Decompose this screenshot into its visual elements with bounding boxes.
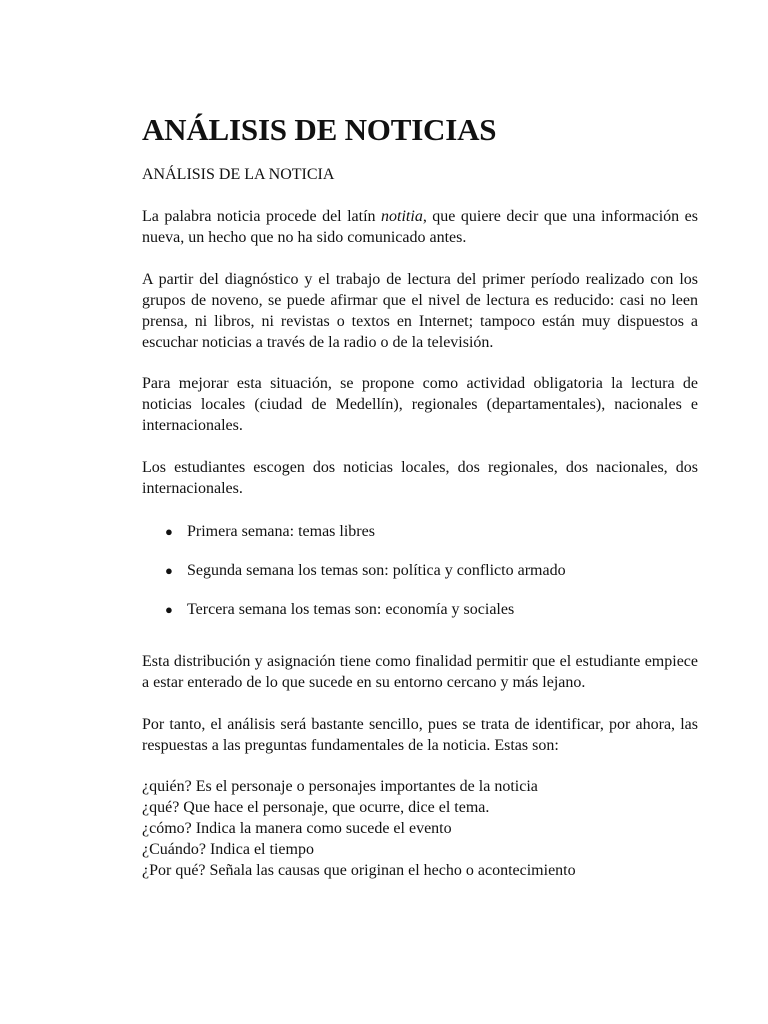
- document-title: ANÁLISIS DE NOTICIAS: [142, 112, 497, 147]
- list-item: [142, 599, 698, 621]
- question-what: ¿qué? Que hace el personaje, que ocurre, dice el tema.: [142, 799, 490, 816]
- weekly-topics-list: [142, 521, 698, 621]
- paragraph-proposal: Para mejorar esta situación, se propone como actividad obligatoria la lectura de noticias locales (ciudad de Medellín), regionales (departamentales), nacionales e internacionales.: [142, 375, 698, 434]
- list-item-text: Segunda semana los temas son: política y conflicto armado: [187, 562, 566, 579]
- paragraph-definition-end: , que quiere decir que una información es nueva, un hecho que no ha sido comunicado antes.: [142, 208, 699, 246]
- paragraph-definition: [142, 206, 698, 248]
- paragraph-diagnosis: A partir del diagnóstico y el trabajo de lectura del primer período realizado con los grupos de noveno, se puede afirmar que el nivel de lectura es reducido: casi no leen prensa, ni libros, ni revistas o textos en Internet; tampoco están muy dispuestos a escuchar noticias a través de la radio o de la televisión.: [142, 271, 698, 351]
- paragraph-definition-start: La palabra noticia procede del latín: [142, 208, 382, 225]
- bullet-icon: ●: [165, 602, 173, 617]
- question-when: ¿Cuándo? Indica el tiempo: [142, 841, 314, 858]
- document-subtitle: ANÁLISIS DE LA NOTICIA: [142, 166, 335, 183]
- document-page: [142, 108, 698, 881]
- paragraph-selection: Los estudiantes escogen dos noticias locales, dos regionales, dos nacionales, dos internacionales.: [142, 459, 698, 497]
- list-item: [142, 560, 698, 582]
- questions-list: [142, 776, 698, 881]
- question-why: ¿Por qué? Señala las causas que originan el hecho o acontecimiento: [142, 862, 576, 879]
- list-item-text: Primera semana: temas libres: [187, 523, 375, 540]
- bullet-icon: ●: [165, 524, 173, 539]
- bullet-icon: ●: [165, 563, 173, 578]
- latin-term: notitia: [381, 208, 423, 225]
- list-item: [142, 521, 698, 543]
- list-item-text: Tercera semana los temas son: economía y sociales: [187, 601, 515, 618]
- question-how: ¿cómo? Indica la manera como sucede el evento: [142, 820, 452, 837]
- paragraph-purpose: Esta distribución y asignación tiene como finalidad permitir que el estudiante empiece a estar enterado de lo que sucede en su entorno cercano y más lejano.: [142, 653, 698, 691]
- paragraph-analysis: Por tanto, el análisis será bastante sencillo, pues se trata de identificar, por ahora, las respuestas a las preguntas fundamentales de la noticia. Estas son:: [142, 716, 698, 754]
- question-who: ¿quién? Es el personaje o personajes importantes de la noticia: [142, 778, 538, 795]
